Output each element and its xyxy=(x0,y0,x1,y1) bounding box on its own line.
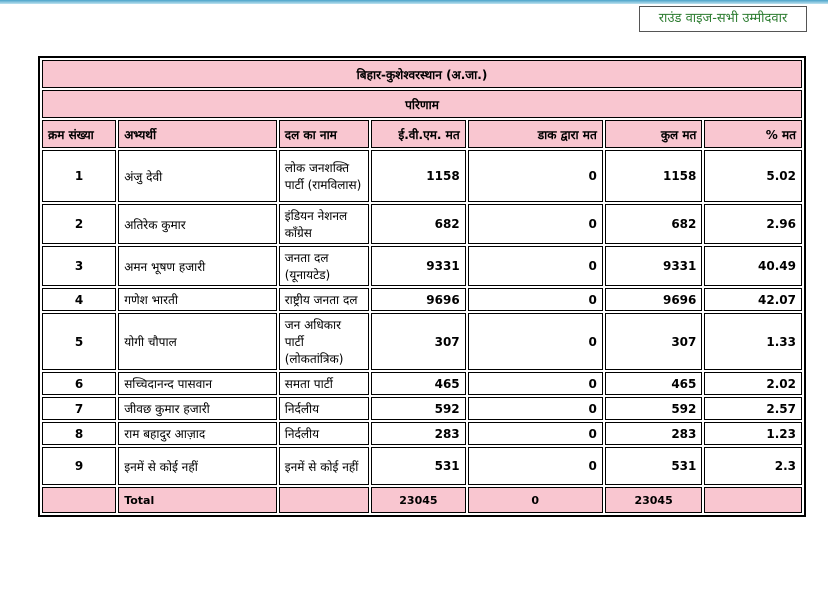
candidate-name: योगी चौपाल xyxy=(118,313,277,370)
round-wise-all-candidates-button[interactable]: राउंड वाइज-सभी उम्मीदवार xyxy=(639,6,807,32)
postal-votes: 0 xyxy=(468,372,603,395)
postal-votes: 0 xyxy=(468,246,603,286)
total-blank-cell xyxy=(42,487,116,513)
col-candidate-header: अभ्यर्थी xyxy=(118,120,277,148)
candidate-name: राम बहादुर आज़ाद xyxy=(118,422,277,445)
serial: 6 xyxy=(42,372,116,395)
party-name: निर्दलीय xyxy=(279,422,369,445)
candidate-name: अंजु देवी xyxy=(118,150,277,202)
total-votes: 465 xyxy=(605,372,703,395)
table-row xyxy=(42,372,802,395)
total-evm-votes: 23045 xyxy=(371,487,466,513)
candidate-name: गणेश भारती xyxy=(118,288,277,311)
col-serial-header: क्रम संख्या xyxy=(42,120,116,148)
table-row xyxy=(42,447,802,485)
total-percent-blank xyxy=(704,487,802,513)
total-votes: 592 xyxy=(605,397,703,420)
postal-votes: 0 xyxy=(468,313,603,370)
table-row xyxy=(42,288,802,311)
serial: 8 xyxy=(42,422,116,445)
col-total-votes-header: कुल मत xyxy=(605,120,703,148)
party-name: निर्दलीय xyxy=(279,397,369,420)
vote-percent: 2.96 xyxy=(704,204,802,244)
vote-percent: 2.3 xyxy=(704,447,802,485)
vote-percent: 5.02 xyxy=(704,150,802,202)
total-votes: 283 xyxy=(605,422,703,445)
postal-votes: 0 xyxy=(468,150,603,202)
col-postal-votes-header: डाक द्वारा मत xyxy=(468,120,603,148)
evm-votes: 682 xyxy=(371,204,466,244)
party-name: जनता दल (यूनायटेड) xyxy=(279,246,369,286)
total-votes: 9696 xyxy=(605,288,703,311)
postal-votes: 0 xyxy=(468,447,603,485)
postal-votes: 0 xyxy=(468,422,603,445)
vote-percent: 42.07 xyxy=(704,288,802,311)
postal-votes: 0 xyxy=(468,397,603,420)
total-votes: 531 xyxy=(605,447,703,485)
vote-percent: 2.02 xyxy=(704,372,802,395)
table-row xyxy=(42,397,802,420)
evm-votes: 9331 xyxy=(371,246,466,286)
party-name: राष्ट्रीय जनता दल xyxy=(279,288,369,311)
evm-votes: 531 xyxy=(371,447,466,485)
total-votes: 682 xyxy=(605,204,703,244)
serial: 5 xyxy=(42,313,116,370)
vote-percent: 1.33 xyxy=(704,313,802,370)
candidate-name: इनमें से कोई नहीं xyxy=(118,447,277,485)
total-party-blank xyxy=(279,487,369,513)
results-table xyxy=(38,56,806,517)
table-row xyxy=(42,204,802,244)
postal-votes: 0 xyxy=(468,288,603,311)
results-subtitle: परिणाम xyxy=(42,90,802,118)
total-postal-votes: 0 xyxy=(468,487,603,513)
serial: 1 xyxy=(42,150,116,202)
col-party-header: दल का नाम xyxy=(279,120,369,148)
vote-percent: 40.49 xyxy=(704,246,802,286)
evm-votes: 592 xyxy=(371,397,466,420)
candidate-name: अतिरेक कुमार xyxy=(118,204,277,244)
total-votes: 307 xyxy=(605,313,703,370)
table-row xyxy=(42,246,802,286)
vote-percent: 1.23 xyxy=(704,422,802,445)
candidate-name: सच्चिदानन्द पासवान xyxy=(118,372,277,395)
total-votes: 1158 xyxy=(605,150,703,202)
table-row xyxy=(42,422,802,445)
party-name: जन अधिकार पार्टी (लोकतांत्रिक) xyxy=(279,313,369,370)
serial: 3 xyxy=(42,246,116,286)
serial: 9 xyxy=(42,447,116,485)
serial: 7 xyxy=(42,397,116,420)
col-vote-percent-header: % मत xyxy=(704,120,802,148)
evm-votes: 465 xyxy=(371,372,466,395)
candidate-name: जीवछ कुमार हजारी xyxy=(118,397,277,420)
evm-votes: 9696 xyxy=(371,288,466,311)
column-header-row xyxy=(42,120,802,148)
party-name: इंडियन नेशनल कॉंग्रेस xyxy=(279,204,369,244)
total-label: Total xyxy=(118,487,277,513)
table-row xyxy=(42,313,802,370)
serial: 2 xyxy=(42,204,116,244)
postal-votes: 0 xyxy=(468,204,603,244)
total-votes: 9331 xyxy=(605,246,703,286)
vote-percent: 2.57 xyxy=(704,397,802,420)
party-name: लोक जनशक्ति पार्टी (रामविलास) xyxy=(279,150,369,202)
total-votes: 23045 xyxy=(605,487,703,513)
evm-votes: 283 xyxy=(371,422,466,445)
total-row xyxy=(42,487,802,513)
party-name: समता पार्टी xyxy=(279,372,369,395)
top-accent-bar xyxy=(0,0,828,4)
evm-votes: 307 xyxy=(371,313,466,370)
evm-votes: 1158 xyxy=(371,150,466,202)
party-name: इनमें से कोई नहीं xyxy=(279,447,369,485)
table-row xyxy=(42,150,802,202)
col-evm-votes-header: ई.वी.एम. मत xyxy=(371,120,466,148)
candidate-name: अमन भूषण हजारी xyxy=(118,246,277,286)
serial: 4 xyxy=(42,288,116,311)
constituency-title: बिहार-कुशेश्वरस्थान (अ.जा.) xyxy=(42,60,802,88)
